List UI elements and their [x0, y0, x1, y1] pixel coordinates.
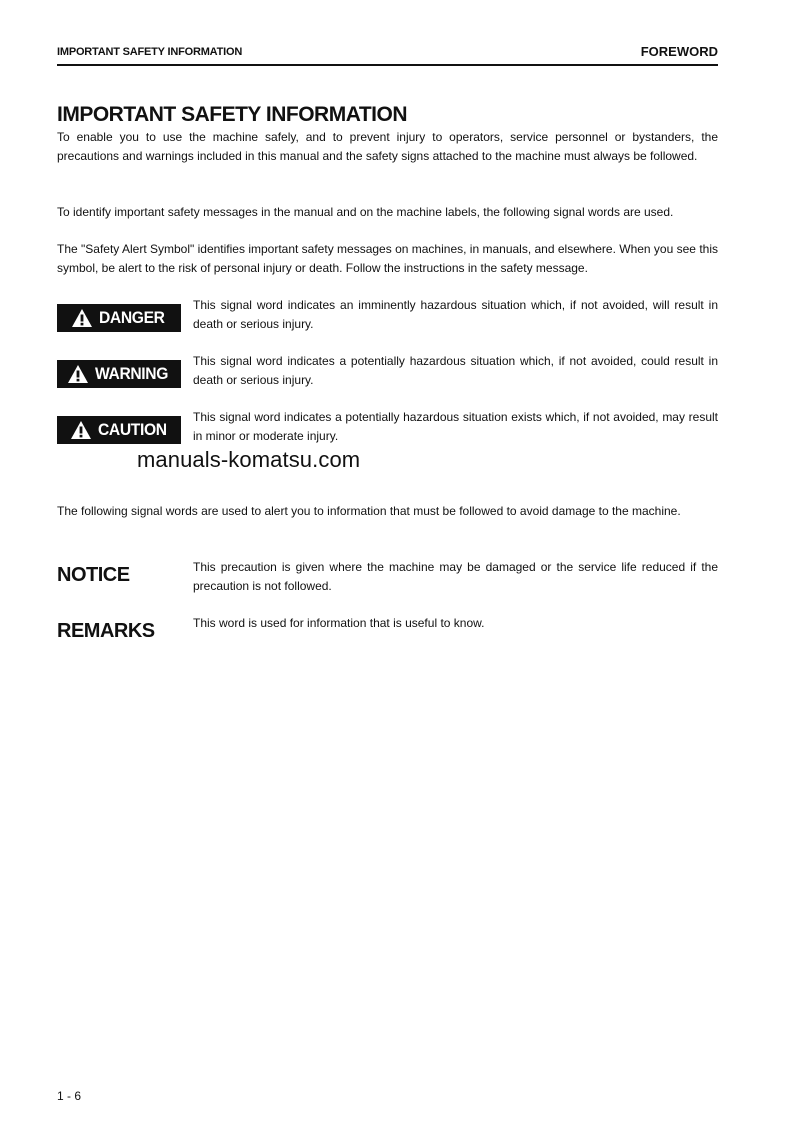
- danger-label-text: DANGER: [99, 308, 165, 327]
- warning-label-text: WARNING: [95, 364, 169, 383]
- notice-description: This precaution is given where the machine may be damaged or the service life reduced if the precaution is not followed.: [193, 560, 718, 593]
- caution-label-text: CAUTION: [97, 420, 167, 439]
- caution-description: This signal word indicates a potentially hazardous situation exists which, if not avoided, may result in minor or moderate injury.: [193, 410, 718, 443]
- alert-triangle-icon: [67, 364, 89, 384]
- notice-label: NOTICE: [57, 564, 130, 586]
- alert-symbol-paragraph: The "Safety Alert Symbol" identifies important safety messages on machines, in manuals, and elsewhere. When you see this symbol, be alert to the risk of personal injury or death. Follow the instructions in the safety message.: [57, 242, 718, 275]
- caution-label: [57, 416, 181, 444]
- remarks-description: This word is used for information that is useful to know.: [193, 616, 485, 630]
- page-number: 1 - 6: [57, 1089, 82, 1103]
- header-chapter-title: FOREWORD: [640, 44, 718, 59]
- page-title: IMPORTANT SAFETY INFORMATION: [57, 103, 407, 126]
- danger-description: This signal word indicates an imminently hazardous situation which, if not avoided, will result in death or serious injury.: [193, 298, 718, 331]
- signal-words-intro-paragraph: To identify important safety messages in the manual and on the machine labels, the following signal words are used.: [57, 205, 674, 219]
- danger-label: [57, 304, 181, 332]
- alert-triangle-icon: [71, 308, 93, 328]
- watermark-text: manuals-komatsu.com: [137, 447, 361, 472]
- header-divider: [57, 64, 718, 66]
- damage-intro-paragraph: The following signal words are used to alert you to information that must be followed to avoid damage to the machine.: [57, 504, 681, 518]
- warning-description: This signal word indicates a potentially hazardous situation which, if not avoided, could result in death or serious injury.: [193, 354, 718, 387]
- intro-paragraph: To enable you to use the machine safely, and to prevent injury to operators, service personnel or bystanders, the precautions and warnings included in this manual and the safety signs attached to the machine must always be followed.: [57, 130, 718, 163]
- header-section-title: IMPORTANT SAFETY INFORMATION: [57, 46, 243, 58]
- remarks-label: REMARKS: [57, 620, 155, 642]
- alert-triangle-icon: [70, 420, 92, 440]
- warning-label: [57, 360, 181, 388]
